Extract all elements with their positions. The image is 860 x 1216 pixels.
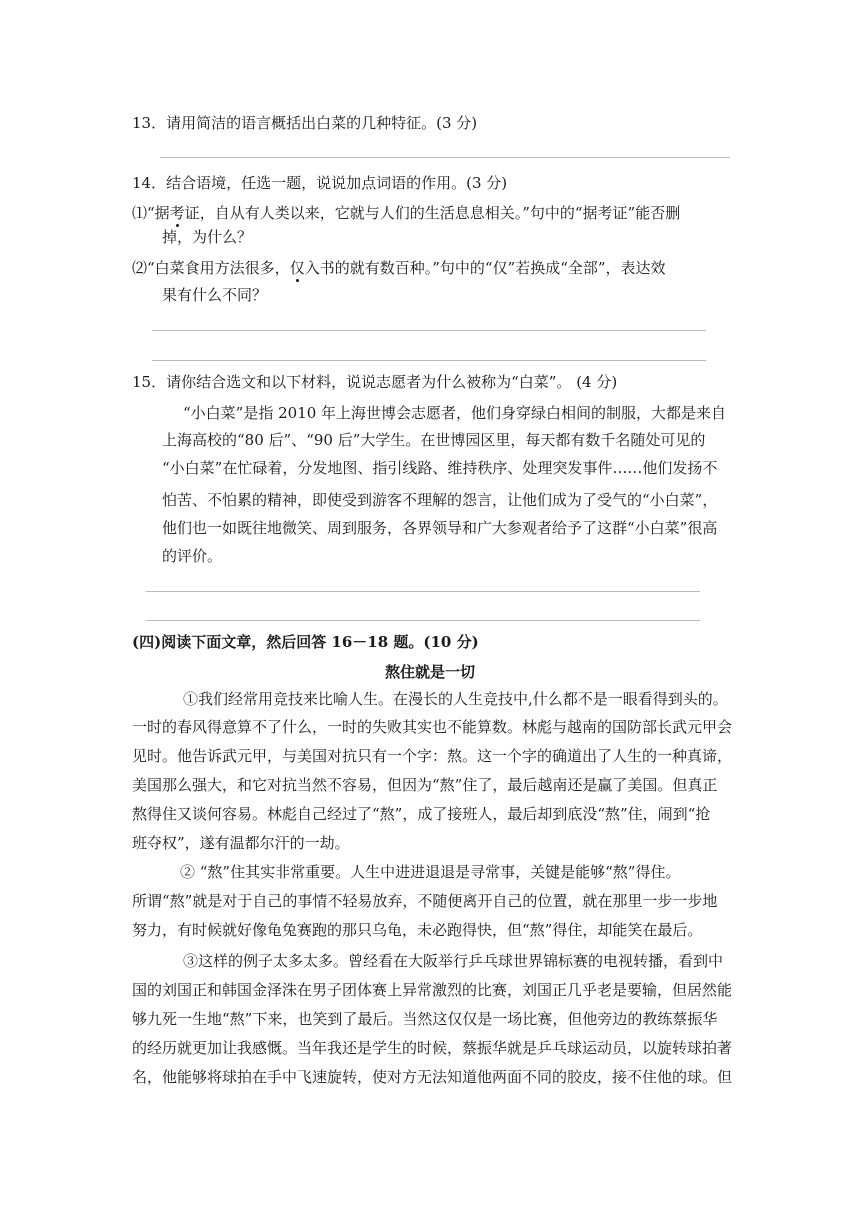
material-line: 上海高校的“80 后”、“90 后”大学生。在世博园区里，每天都有数千名随处可见的 (162, 431, 706, 449)
article-title: 熬住就是一切 (384, 663, 475, 681)
paragraph-line: 班夺权”，遂有温都尔汗的一劫。 (132, 834, 350, 852)
sub1-rest: ，自从有人类以来，它就与人们的生活息息相关。”句中的“据考证”能否删 (199, 204, 681, 222)
dotted-word: 仅 (289, 259, 305, 277)
sub2-rest: 入书的就有数百种。”句中的“仅”若换成“全部”，表达效 (304, 259, 666, 277)
material-line: 他们也一如既往地微笑、周到服务，各界领导和广大参观者给予了这群“小白菜”很高 (162, 519, 718, 537)
answer-line (152, 330, 706, 331)
question-15: 15．请你结合选文和以下材料，说说志愿者为什么被称为“白菜”。 (4 分) (132, 373, 618, 391)
paragraph-line: 一时的春风得意算不了什么，一时的失败其实也不能算数。林彪与越南的国防部长武元甲会 (132, 718, 733, 736)
answer-line (146, 591, 700, 592)
material-line: 怕苦、不怕累的精神，即使受到游客不理解的怨言，让他们成为了受气的“小白菜”， (162, 491, 718, 509)
answer-line (146, 620, 700, 621)
question-14-sub2-line2: 果有什么不同？ (162, 286, 268, 304)
paragraph-line: 熬得住又谈何容易。林彪自己经过了“熬”，成了接班人，最后却到底没“熬”住，闹到“抢 (132, 805, 711, 823)
paragraph-line: 所谓“熬”就是对于自己的事情不轻易放弃，不随便离开自己的位置，就在那里一步一步地 (132, 892, 718, 910)
paragraph-line: 国的刘国正和韩国金泽洙在男子团体赛上异常激烈的比赛，刘国正几乎老是要输，但居然能 (132, 981, 733, 999)
material-line: 的评价。 (162, 547, 223, 565)
material-line: “小白菜”在忙碌着，分发地图、指引线路、维持秩序、处理突发事件……他们发扬不 (162, 459, 718, 477)
answer-line (152, 360, 706, 361)
paragraph-line: 见时。他告诉武元甲，与美国对抗只有一个字：熬。这一个字的确道出了人生的一种真谛， (132, 747, 733, 765)
paragraph-line: 的经历就更加让我感慨。当年我还是学生的时候，蔡振华就是乒乓球运动员，以旋转球拍著 (132, 1039, 733, 1057)
paragraph-line: ② “熬”住其实非常重要。人生中进进退退是寻常事，关键是能够“熬”得住。 (180, 863, 681, 881)
question-14: 14．结合语境，任选一题，说说加点词语的作用。(3 分) (132, 174, 508, 192)
question-13: 13．请用简洁的语言概括出白菜的几种特征。(3 分) (132, 114, 478, 132)
paragraph-line: 够九死一生地“熬”下来，也笑到了最后。当然这仅仅是一场比赛，但他旁边的教练蔡振华 (132, 1010, 718, 1028)
question-14-sub2 (132, 258, 666, 278)
paragraph-line: 美国那么强大，和它对抗当然不容易，但因为“熬”住了，最后越南还是赢了美国。但真正 (132, 776, 718, 794)
paragraph-line: ③这样的例子太多太多。曾经看在大阪举行乒乓球世界锦标赛的电视转播，看到中 (183, 952, 724, 970)
section-heading: (四)阅读下面文章，然后回答 16－18 题。(10 分) (132, 633, 479, 651)
paragraph-line: ①我们经常用竞技来比喻人生。在漫长的人生竞技中,什么都不是一眼看得到头的。 (183, 690, 728, 708)
material-line: “小白菜”是指 2010 年上海世博会志愿者，他们身穿绿白相间的制服，大都是来自 (183, 404, 727, 422)
question-14-sub1 (132, 203, 680, 223)
sub2-prefix: ⑵“白菜食用方法很多， (132, 259, 290, 277)
paragraph-line: 名，他能够将球拍在手中飞速旋转，使对方无法知道他两面不同的胶皮，接不住他的球。但 (132, 1068, 733, 1086)
sub1-prefix: ⑴“ (132, 204, 155, 222)
question-14-sub1-line2: 掉，为什么？ (162, 228, 253, 246)
dotted-word: 据考证 (154, 204, 200, 222)
paragraph-line: 努力，有时候就好像龟兔赛跑的那只乌龟，未必跑得快，但“熬”得住，却能笑在最后。 (132, 921, 703, 939)
answer-line (160, 157, 730, 158)
